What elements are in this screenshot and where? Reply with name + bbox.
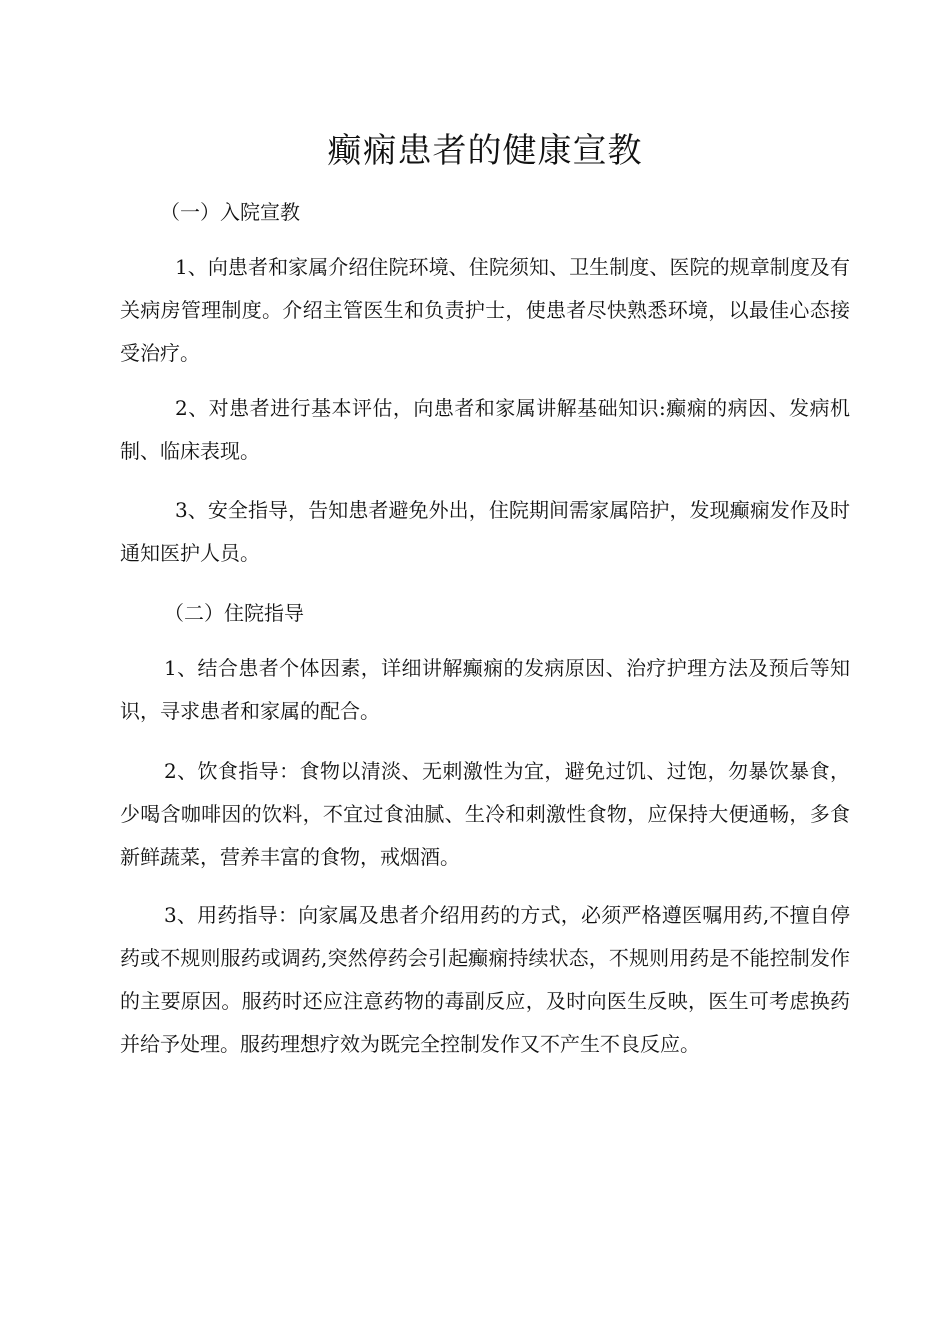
paragraph-hospitalization-2: 2、饮食指导：食物以清淡、无刺激性为宜，避免过饥、过饱，勿暴饮暴食，少喝含咖啡因的饮料，不宜过食油腻、生冷和刺激性食物，应保持大便通畅，多食新鲜蔬菜，营养丰富的食物，戒烟酒。 xyxy=(120,759,850,869)
paragraph-hospitalization-3: 3、用药指导：向家属及患者介绍用药的方式，必须严格遵医嘱用药,不擅自停药或不规则服药或调药,突然停药会引起癫痫持续状态，不规则用药是不能控制发作的主要原因。服药时还应注意药物的毒副反应，及时向医生反映，医生可考虑换药并给予处理。服药理想疗效为既完全控制发作又不产生不良反应。 xyxy=(120,903,850,1056)
section-heading-admission: （一）入院宣教 xyxy=(160,200,300,224)
paragraph-admission-1: 1、向患者和家属介绍住院环境、住院须知、卫生制度、医院的规章制度及有关病房管理制度。介绍主管医生和负责护士，使患者尽快熟悉环境，以最佳心态接受治疗。 xyxy=(120,255,850,365)
section-heading-hospitalization: （二）住院指导 xyxy=(164,601,304,625)
paragraph-admission-3: 3、安全指导，告知患者避免外出，住院期间需家属陪护，发现癫痫发作及时通知医护人员。 xyxy=(120,498,850,565)
paragraph-admission-2: 2、对患者进行基本评估，向患者和家属讲解基础知识:癫痫的病因、发病机制、临床表现。 xyxy=(120,396,850,463)
document-title: 癫痫患者的健康宣教 xyxy=(327,131,643,171)
paragraph-hospitalization-1: 1、结合患者个体因素，详细讲解癫痫的发病原因、治疗护理方法及预后等知识，寻求患者和家属的配合。 xyxy=(120,656,850,723)
